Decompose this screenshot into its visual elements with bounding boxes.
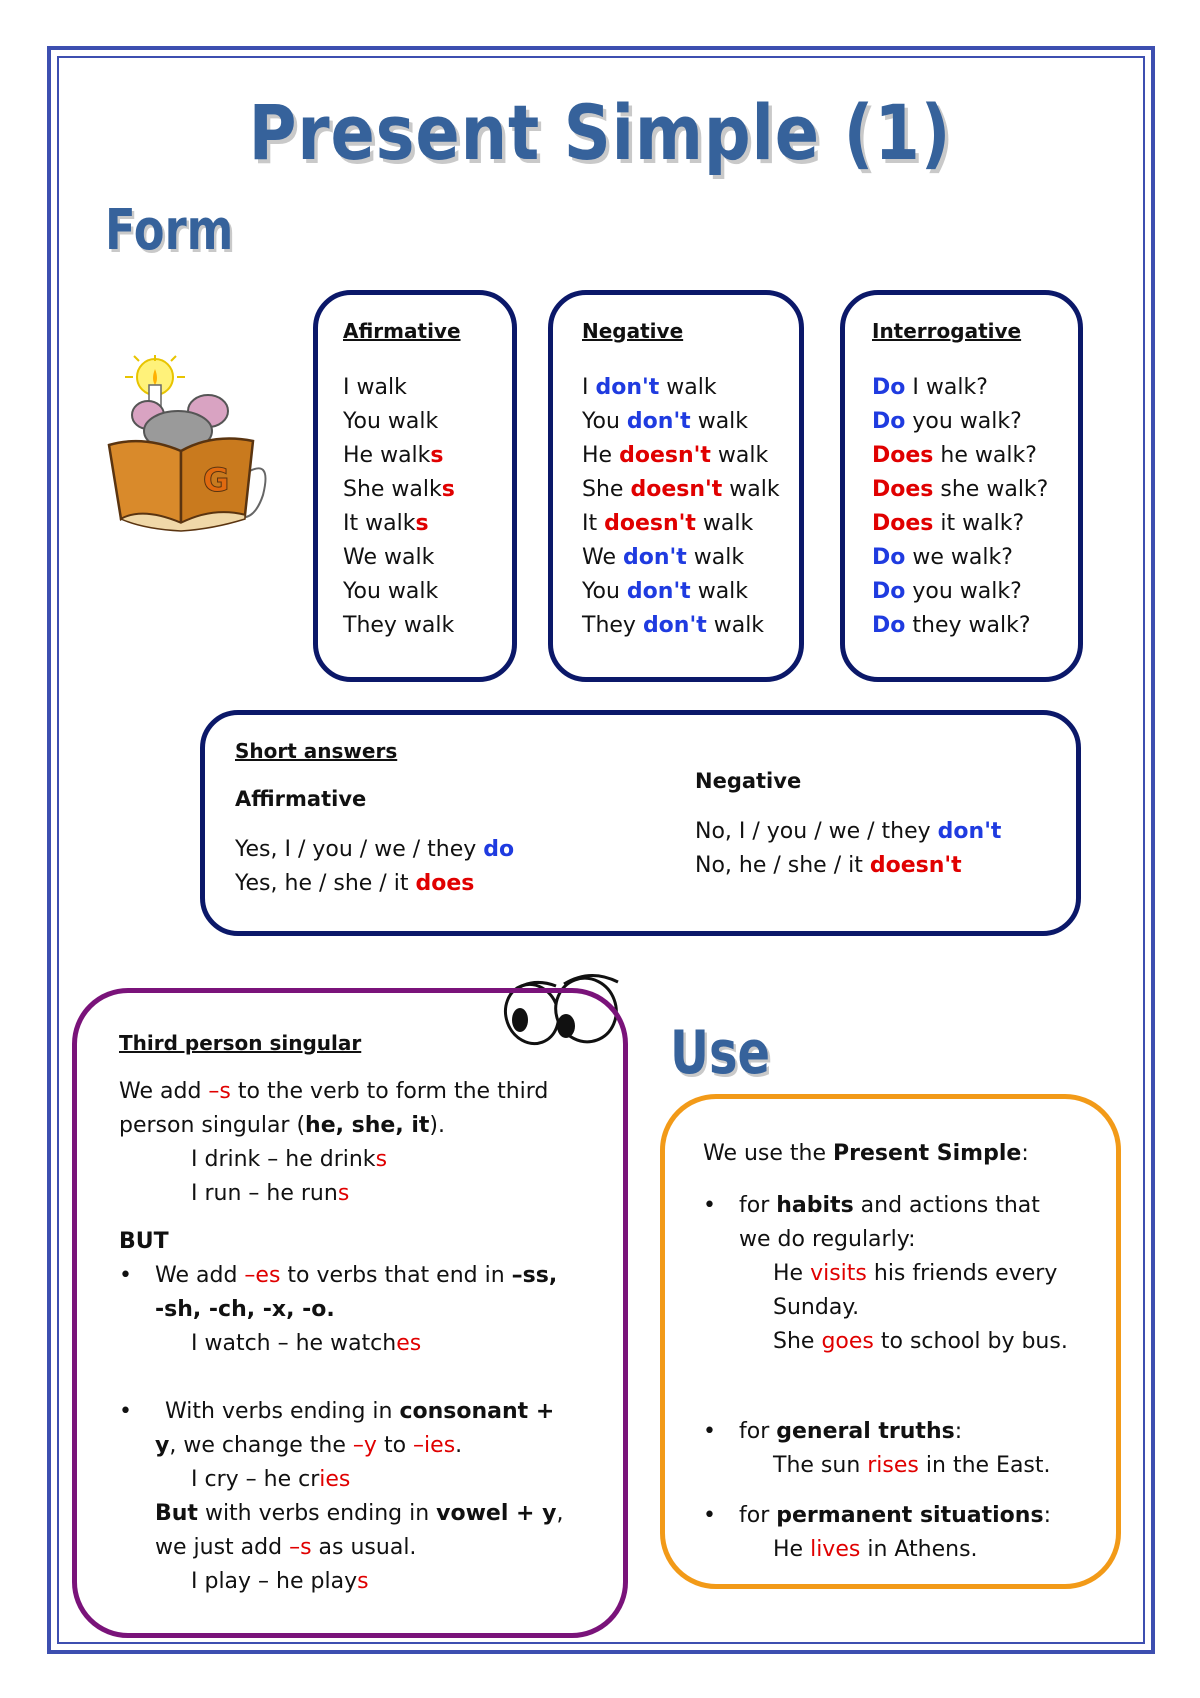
- text: , we change the: [169, 1433, 346, 1458]
- rule-bullet: [119, 1395, 623, 1429]
- verb-form: He walk: [343, 443, 431, 468]
- auxiliary: doesn't: [619, 443, 711, 468]
- interrogative-line: [872, 507, 1078, 541]
- text: habits: [776, 1193, 854, 1218]
- short-answers-negative-label: Negative: [695, 769, 802, 793]
- affirmative-line: [343, 473, 512, 507]
- verb: walk: [666, 375, 717, 400]
- question-rest: she walk?: [940, 477, 1049, 502]
- interrogative-list: [872, 371, 1078, 643]
- rule-bullet: [119, 1259, 623, 1293]
- auxiliary: don't: [626, 409, 691, 434]
- example-text: I drink – he drink: [191, 1147, 376, 1172]
- text: The sun: [773, 1453, 861, 1478]
- negative-line: [582, 439, 799, 473]
- suffix: s: [375, 1147, 388, 1172]
- verb-form: You walk: [343, 409, 439, 434]
- verb: rises: [867, 1453, 919, 1478]
- auxiliary: Do: [872, 409, 906, 434]
- page-title: Present Simple (1): [248, 88, 952, 177]
- example-line: [119, 1327, 623, 1361]
- verb: walk: [697, 409, 749, 434]
- text: and actions that: [860, 1193, 1040, 1218]
- subject: He: [582, 443, 613, 468]
- suffix: s: [337, 1181, 350, 1206]
- svg-text:G: G: [203, 461, 230, 499]
- interrogative-line: [872, 405, 1078, 439]
- text: for: [739, 1503, 770, 1528]
- verb-form: It walk: [343, 511, 416, 536]
- auxiliary: Does: [872, 443, 934, 468]
- question-rest: you walk?: [912, 409, 1022, 434]
- text: We add: [119, 1079, 202, 1104]
- example-line: [703, 1257, 1116, 1291]
- question-rest: he walk?: [940, 443, 1037, 468]
- suffix: ies: [319, 1467, 351, 1492]
- verb: goes: [821, 1329, 874, 1354]
- auxiliary: Do: [872, 545, 906, 570]
- text: to: [383, 1433, 407, 1458]
- affirmative-heading: Afirmative: [343, 319, 461, 343]
- interrogative-line: [872, 439, 1078, 473]
- negative-line: [582, 405, 799, 439]
- auxiliary: doesn't: [630, 477, 723, 502]
- text: as usual.: [318, 1535, 417, 1560]
- use-intro: [703, 1137, 1116, 1171]
- question-rest: we walk?: [912, 545, 1013, 570]
- suffix: –ies: [413, 1433, 456, 1458]
- interrogative-line: [872, 575, 1078, 609]
- text: with verbs ending in: [204, 1501, 430, 1526]
- form-heading: Form: [105, 198, 234, 263]
- text: Present Simple: [833, 1141, 1022, 1166]
- text: But: [155, 1501, 198, 1526]
- auxiliary: doesn't: [604, 511, 696, 536]
- use-bullet: [703, 1415, 1116, 1449]
- text: :: [954, 1419, 963, 1444]
- interrogative-box: [840, 290, 1083, 682]
- short-answers-affirmative-label: Affirmative: [235, 787, 367, 811]
- example-text: I run – he run: [191, 1181, 338, 1206]
- verb: lives: [810, 1537, 861, 1562]
- example-text: I cry – he cr: [191, 1467, 320, 1492]
- example-line: [703, 1325, 1116, 1359]
- verb-form: We walk: [343, 545, 435, 570]
- text: :: [1043, 1503, 1051, 1528]
- affirmative-line: [343, 405, 512, 439]
- text: vowel + y: [436, 1501, 557, 1526]
- text: With verbs ending in: [165, 1399, 393, 1424]
- text: ,: [556, 1501, 564, 1526]
- auxiliary: don't: [623, 545, 687, 570]
- question-rest: you walk?: [912, 579, 1022, 604]
- use-bullet: [703, 1499, 1116, 1533]
- example-line: [703, 1449, 1116, 1483]
- short-answers-affirmative: [235, 739, 514, 901]
- mouse-book-illustration: [103, 355, 283, 545]
- verb: walk: [717, 443, 769, 468]
- suffix: es: [396, 1331, 422, 1356]
- suffix: –es: [244, 1263, 281, 1288]
- text: consonant +: [399, 1399, 555, 1424]
- rule-line: [119, 1075, 623, 1109]
- affirmative-line: [343, 575, 512, 609]
- verb-form: I walk: [343, 375, 407, 400]
- text: for: [739, 1193, 770, 1218]
- text: general truths: [776, 1419, 955, 1444]
- suffix: –y: [352, 1433, 377, 1458]
- verb: walk: [697, 579, 749, 604]
- text: permanent situations: [776, 1503, 1044, 1528]
- rule-line: [119, 1531, 623, 1565]
- text: :: [1021, 1141, 1029, 1166]
- suffix: s: [430, 443, 444, 468]
- short-answers-negative: [695, 769, 1001, 883]
- negative-line: [582, 371, 799, 405]
- affirmative-line: [343, 439, 512, 473]
- example-line: [703, 1533, 1116, 1567]
- subject: She: [582, 477, 624, 502]
- verb-form: You walk: [343, 579, 439, 604]
- subject: You: [582, 409, 620, 434]
- use-bullet: [703, 1189, 1116, 1223]
- short-answer-line: [695, 815, 1001, 849]
- short-answer-subjects: Yes, he / she / it: [235, 871, 409, 896]
- interrogative-heading: Interrogative: [872, 319, 1022, 343]
- verb-form: She walk: [343, 477, 442, 502]
- short-answer-line: [235, 867, 514, 901]
- verb: walk: [702, 511, 754, 536]
- use-box: [660, 1094, 1121, 1589]
- example-text: I watch – he watch: [191, 1331, 397, 1356]
- text: his friends every: [873, 1261, 1058, 1286]
- rule-line: [119, 1109, 623, 1143]
- use-heading: Use: [670, 1018, 771, 1088]
- interrogative-line: [872, 609, 1078, 643]
- affirmative-line: [343, 507, 512, 541]
- text: We add: [155, 1263, 238, 1288]
- ending: –ss,: [511, 1263, 558, 1288]
- negative-line: [582, 473, 799, 507]
- text: in Athens.: [867, 1537, 978, 1562]
- negative-line: [582, 609, 799, 643]
- but-label: BUT: [119, 1229, 169, 1254]
- negative-line: [582, 575, 799, 609]
- subject: I: [582, 375, 589, 400]
- short-answer-aux: do: [483, 837, 515, 862]
- subject: It: [582, 511, 598, 536]
- short-answer-aux: doesn't: [869, 853, 962, 878]
- rule-line: [119, 1497, 623, 1531]
- suffix: –s: [208, 1079, 231, 1104]
- question-rest: they walk?: [912, 613, 1031, 638]
- text: to the verb to form the third: [237, 1079, 549, 1104]
- short-answer-subjects: No, he / she / it: [695, 853, 863, 878]
- subject: We: [582, 545, 616, 570]
- example-line: [119, 1565, 623, 1599]
- negative-heading: Negative: [582, 319, 684, 343]
- rule-line: [119, 1429, 623, 1463]
- short-answer-aux: does: [415, 871, 475, 896]
- short-answer-line: [695, 849, 1001, 883]
- affirmative-line: [343, 541, 512, 575]
- text: She: [773, 1329, 815, 1354]
- affirmative-line: [343, 371, 512, 405]
- endings-line: -sh, -ch, -x, -o.: [155, 1297, 335, 1322]
- text: He: [773, 1261, 804, 1286]
- third-person-heading: Third person singular: [119, 1031, 362, 1055]
- third-person-box: [72, 988, 628, 1638]
- subject: You: [582, 579, 620, 604]
- text: for: [739, 1419, 770, 1444]
- question-rest: it walk?: [940, 511, 1025, 536]
- suffix: s: [357, 1569, 369, 1594]
- short-answer-subjects: No, I / you / we / they: [695, 819, 931, 844]
- use-line: we do regularly:: [739, 1227, 916, 1252]
- affirmative-list: [343, 371, 512, 643]
- auxiliary: don't: [642, 613, 707, 638]
- example-line: [119, 1177, 623, 1211]
- auxiliary: don't: [626, 579, 691, 604]
- text: in the East.: [925, 1453, 1051, 1478]
- auxiliary: Do: [872, 579, 906, 604]
- suffix: s: [441, 477, 455, 502]
- suffix: s: [415, 511, 429, 536]
- interrogative-line: [872, 371, 1078, 405]
- text: y: [155, 1433, 170, 1458]
- verb-form: They walk: [343, 613, 455, 638]
- text: .: [455, 1433, 463, 1458]
- text: We use the: [703, 1141, 827, 1166]
- text: person singular (: [119, 1113, 306, 1138]
- negative-list: [582, 371, 799, 643]
- short-answers-box: [200, 710, 1081, 936]
- example-line: [119, 1463, 623, 1497]
- verb: walk: [693, 545, 745, 570]
- text: we just add: [155, 1535, 283, 1560]
- negative-line: [582, 541, 799, 575]
- auxiliary: Does: [872, 477, 934, 502]
- pronouns: he, she, it: [305, 1113, 430, 1138]
- book-icon: [109, 439, 253, 531]
- text: ).: [429, 1113, 445, 1138]
- auxiliary: Do: [872, 375, 906, 400]
- example-text: I play – he play: [191, 1569, 358, 1594]
- interrogative-line: [872, 473, 1078, 507]
- verb: walk: [713, 613, 765, 638]
- text: to verbs that end in: [287, 1263, 505, 1288]
- suffix: –s: [289, 1535, 312, 1560]
- text: to school by bus.: [880, 1329, 1068, 1354]
- text: He: [773, 1537, 804, 1562]
- interrogative-line: [872, 541, 1078, 575]
- verb: visits: [810, 1261, 867, 1286]
- question-rest: I walk?: [912, 375, 988, 400]
- auxiliary: Does: [872, 511, 934, 536]
- verb: walk: [729, 477, 780, 502]
- negative-box: [548, 290, 804, 682]
- negative-line: [582, 507, 799, 541]
- subject: They: [582, 613, 636, 638]
- short-answer-subjects: Yes, I / you / we / they: [235, 837, 477, 862]
- third-person-content: [119, 1075, 623, 1599]
- example-line: [119, 1143, 623, 1177]
- affirmative-line: [343, 609, 512, 643]
- affirmative-box: [313, 290, 517, 682]
- example-line: Sunday.: [773, 1295, 860, 1320]
- use-content: [703, 1137, 1116, 1567]
- short-answers-heading: Short answers: [235, 739, 398, 763]
- auxiliary: Do: [872, 613, 906, 638]
- short-answer-aux: don't: [937, 819, 1002, 844]
- short-answer-line: [235, 833, 514, 867]
- auxiliary: don't: [595, 375, 660, 400]
